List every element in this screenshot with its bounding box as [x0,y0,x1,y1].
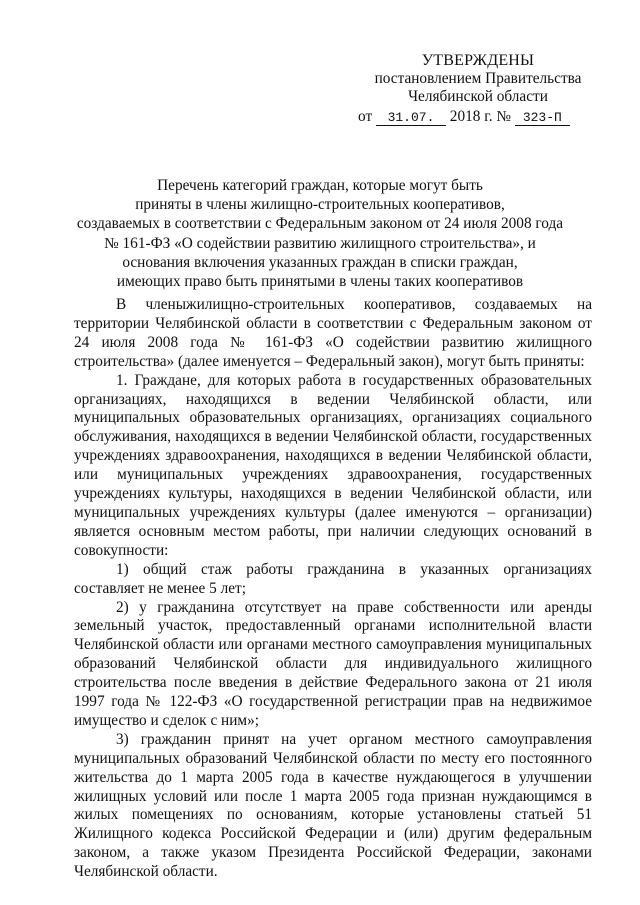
approval-title: УТВЕРЖДЕНЫ [421,52,535,69]
intro-paragraph: В членыжилищно-строительных кооперативов, создаваемых на территории Челябинской области в соответствии с Федеральным законом от 24 июля 2008 года № 161-ФЗ «О содействии развитию жилищного строительства» (далее именуется – Федеральный закон), могут быть приняты: [74,296,592,370]
approval-line-1: постановлением Правительства [374,70,582,87]
year-number-label: 2018 г. № [449,108,512,125]
heading-line: Перечень категорий граждан, которые могут быть [157,177,483,194]
date-prefix: от [358,108,373,125]
approval-block [358,52,598,126]
heading-line: № 161-ФЗ «О содействии развитию жилищного строительства», и [104,234,536,252]
document-body [74,296,592,882]
approval-date-line [358,108,598,126]
subitem-1-paragraph: 1) общий стаж работы гражданина в указанных организациях составляет не менее 5 лет; [74,560,592,597]
heading-line: приняты в члены жилищно-строительных кооперативов, [135,196,505,214]
heading-line: имеющих право быть принятыми в члены таких кооперативов [116,273,524,291]
document-heading [70,176,570,291]
heading-line: создаваемых в соответствии с Федеральным законом от 24 июля 2008 года [76,215,564,233]
date-field: 31.07. [376,111,446,126]
subitem-3-paragraph: 3) гражданин принят на учет органом местного самоуправления муниципальных образований Челябинской области по месту его постоянного жительства до 1 марта 2005 года в качестве нуждающегося в улучшении жилищных условий или после 1 марта 2005 года признан нуждающимся в жилых помещениях по основаниям, которые установлены статьей 51 Жилищного кодекса Российской Федерации и (или) другим федеральным законом, а также указом Президента Российской Федерации, законами Челябинской области. [74,730,592,881]
heading-line: основания включения указанных граждан в списки граждан, [122,253,518,271]
resolution-number-field: 323-П [515,111,570,126]
item-1-paragraph: 1. Граждане, для которых работа в государственных образовательных организациях, находящихся в ведении Челябинской области, или муниципальных образовательных организациях, организациях социального обслуживания, находящихся в ведении Челябинской области, государственных учреждениях здравоохранения, находящихся в ведении Челябинской области, или муниципальных учреждениях здравоохранения, государственных учреждениях культуры, находящихся в ведении Челябинской области, или муниципальных учреждениях культуры (далее именуются – организации) является основным местом работы, при наличии следующих оснований в совокупности: [74,371,592,559]
subitem-2-paragraph: 2) у гражданина отсутствует на праве собственности или аренды земельный участок, предоставленный органами исполнительной власти Челябинской области или органами местного самоуправления муниципальных образований Челябинской области для индивидуального жилищного строительства после введения в действие Федерального закона от 21 июля 1997 года № 122-ФЗ «О государственной регистрации прав на недвижимое имущество и сделок с ним»; [74,598,592,729]
approval-line-2: Челябинской области [408,88,548,105]
